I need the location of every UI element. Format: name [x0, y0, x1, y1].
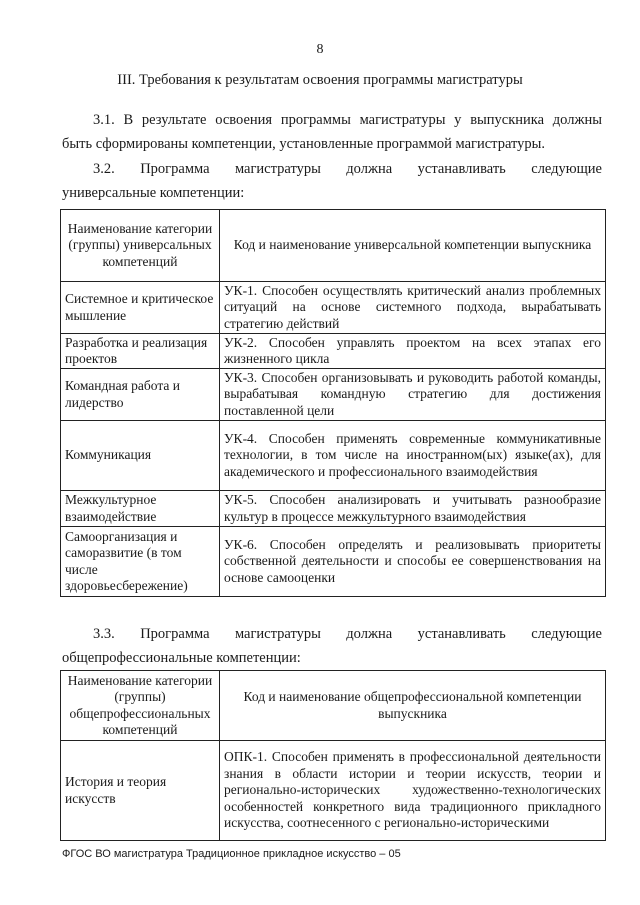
competency-cell: УК-1. Способен осуществлять критический анализ проблемных ситуаций на основе системного подхода, вырабатывать стратегию действий [220, 282, 606, 334]
table-row [61, 369, 606, 421]
category-cell: Межкультурное взаимодействие [61, 491, 220, 527]
table-header-code: Код и наименование универсальной компетенции выпускника [220, 210, 606, 282]
page-number: 8 [316, 42, 324, 57]
paragraph-3-2 [62, 157, 602, 205]
table-header-category: Наименование категории (группы) общепрофессиональных компетенций [61, 671, 220, 741]
paragraph-3-1 [62, 108, 602, 156]
section-title: III. Требования к результатам освоения программы магистратуры [117, 72, 523, 88]
table-header-row [61, 671, 606, 741]
competency-cell: ОПК-1. Способен применять в профессиональной деятельности знания в области истории и теории искусств, теории и регионально-исторических художественно-технологических особенностей конкретного вида традиционного прикладного искусства, соотнесенного с регионально-историческими [220, 741, 606, 841]
table-row [61, 491, 606, 527]
paragraph-line: 3.3. Программа магистратуры должна устанавливать следующие [93, 626, 602, 642]
competency-cell: УК-6. Способен определять и реализовывать приоритеты собственной деятельности и способы ее совершенствования на основе самооценки [220, 527, 606, 597]
paragraph-line: 3.2. Программа магистратуры должна устанавливать следующие [93, 161, 602, 177]
competency-cell: УК-2. Способен управлять проектом на всех этапах его жизненного цикла [220, 334, 606, 369]
paragraph-line: универсальные компетенции: [62, 185, 245, 201]
table-header-row [61, 210, 606, 282]
table-row [61, 421, 606, 491]
table-header-code: Код и наименование общепрофессиональной компетенции выпускника [220, 671, 606, 741]
paragraph-line: общепрофессиональные компетенции: [62, 650, 301, 666]
general-professional-competencies-table [60, 670, 606, 841]
table-row [61, 334, 606, 369]
competency-cell: УК-3. Способен организовывать и руководить работой команды, вырабатывая командную стратегию для достижения поставленной цели [220, 369, 606, 421]
paragraph-line: 3.1. В результате освоения программы магистратуры у выпускника должны [93, 112, 602, 128]
table-header-category: Наименование категории (группы) универсальных компетенций [61, 210, 220, 282]
category-cell: Коммуникация [61, 421, 220, 491]
competency-cell: УК-4. Способен применять современные коммуникативные технологии, в том числе на иностранном(ых) языке(ах), для академического и профессионального взаимодействия [220, 421, 606, 491]
table-row [61, 527, 606, 597]
category-cell: Самоорганизация и саморазвитие (в том числе здоровьесбережение) [61, 527, 220, 597]
table-row [61, 282, 606, 334]
competency-cell: УК-5. Способен анализировать и учитывать разнообразие культур в процессе межкультурного взаимодействия [220, 491, 606, 527]
category-cell: История и теория искусств [61, 741, 220, 841]
paragraph-line: быть сформированы компетенции, установленные программой магистратуры. [62, 136, 546, 152]
paragraph-3-3 [62, 622, 602, 670]
category-cell: Системное и критическое мышление [61, 282, 220, 334]
universal-competencies-table [60, 209, 606, 597]
category-cell: Разработка и реализация проектов [61, 334, 220, 369]
table-row [61, 741, 606, 841]
document-footer: ФГОС ВО магистратура Традиционное прикладное искусство – 05 [62, 848, 401, 860]
category-cell: Командная работа и лидерство [61, 369, 220, 421]
